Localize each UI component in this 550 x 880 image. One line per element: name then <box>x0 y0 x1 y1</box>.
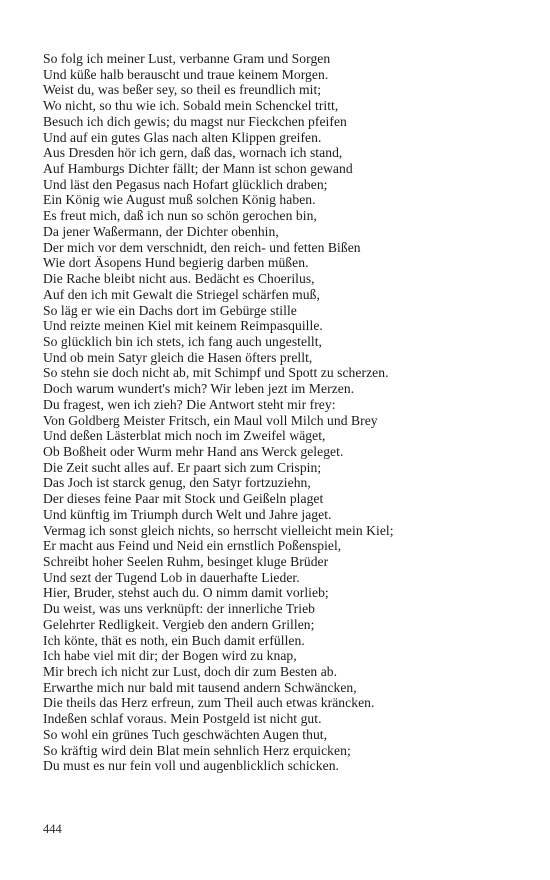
poem-line: Er macht aus Feind und Neid ein ernstlich Poßenspiel, <box>43 538 342 554</box>
poem-line: Und küße halb berauscht und traue keinem Morgen. <box>43 66 329 82</box>
poem-line: Du weist, was uns verknüpft: der innerliche Trieb <box>43 601 316 617</box>
poem-line: Die Rache bleibt nicht aus. Bedächt es Choerilus, <box>43 271 315 287</box>
poem-line: Der dieses feine Paar mit Stock und Geißeln plaget <box>43 491 324 507</box>
poem-line: Und läst den Pegasus nach Hofart glücklich draben; <box>43 176 328 192</box>
poem-line: So läg er wie ein Dachs dort im Gebürge stille <box>43 302 297 318</box>
poem-line: Wie dort Äsopens Hund begierig darben müßen. <box>43 255 309 271</box>
poem-line: Und sezt der Tugend Lob in dauerhafte Lieder. <box>43 569 300 585</box>
poem-text <box>43 51 513 774</box>
poem-line: So glücklich bin ich stets, ich fang auch ungestellt, <box>43 333 322 349</box>
poem-line: Gelehrter Redligkeit. Vergieb den andern Grillen; <box>43 616 315 632</box>
poem-line: Von Goldberg Meister Fritsch, ein Maul voll Milch und Brey <box>43 412 378 428</box>
poem-line: Ein König wie August muß solchen König haben. <box>43 192 316 208</box>
page-number: 444 <box>43 822 62 836</box>
poem-line: Die Zeit sucht alles auf. Er paart sich zum Crispin; <box>43 459 322 475</box>
poem-line: Besuch ich dich gewis; du magst nur Fieckchen pfeifen <box>43 113 347 129</box>
poem-line: Ob Boßheit oder Wurm mehr Hand ans Werck geleget. <box>43 443 344 459</box>
poem-line: Du fragest, wen ich zieh? Die Antwort steht mir frey: <box>43 396 336 412</box>
poem-line: Doch warum wundert's mich? Wir leben jezt im Merzen. <box>43 381 355 397</box>
poem-line: Hier, Bruder, stehst auch du. O nimm damit vorlieb; <box>43 585 329 601</box>
poem-line: So folg ich meiner Lust, verbanne Gram und Sorgen <box>43 51 331 66</box>
poem-line: Erwarthe mich nur bald mit tausend andern Schwäncken, <box>43 679 357 695</box>
poem-line: Du must es nur fein voll und augenblicklich schicken. <box>43 758 339 774</box>
poem-line: Mir brech ich nicht zur Lust, doch dir zum Besten ab. <box>43 664 338 680</box>
poem-line: Der mich vor dem verschnidt, den reich- und fetten Bißen <box>43 239 361 255</box>
poem-line: Aus Dresden hör ich gern, daß das, wornach ich stand, <box>43 145 343 161</box>
poem-line: Die theils das Herz erfreun, zum Theil auch etwas kräncken. <box>43 695 375 711</box>
poem-line: Indeßen schlaf voraus. Mein Postgeld ist nicht gut. <box>43 711 322 727</box>
poem-line: Ich könte, thät es noth, ein Buch damit erfüllen. <box>43 632 305 648</box>
poem-line: Das Joch ist starck genug, den Satyr fortzuziehn, <box>43 475 311 491</box>
poem-line: Da jener Waßermann, der Dichter obenhin, <box>43 223 279 239</box>
poem-line: Auf den ich mit Gewalt die Striegel schärfen muß, <box>43 286 320 302</box>
poem-line: Auf Hamburgs Dichter fällt; der Mann ist schon gewand <box>43 161 353 177</box>
poem-line: So kräftig wird dein Blat mein sehnlich Herz erquicken; <box>43 742 351 758</box>
poem-line: Und reizte meinen Kiel mit keinem Reimpasquille. <box>43 318 323 334</box>
poem-line: Wo nicht, so thu wie ich. Sobald mein Schenckel tritt, <box>43 98 339 114</box>
poem-line: Und künftig im Triumph durch Welt und Jahre jaget. <box>43 506 332 522</box>
poem-line: Und ob mein Satyr gleich die Hasen öfters prellt, <box>43 349 313 365</box>
poem-line: So stehn sie doch nicht ab, mit Schimpf und Spott zu scherzen. <box>43 365 389 381</box>
poem-line: Und deßen Lästerblat mich noch im Zweifel wäget, <box>43 428 326 444</box>
poem-line: So wohl ein grünes Tuch geschwächten Augen thut, <box>43 726 328 742</box>
poem-line: Ich habe viel mit dir; der Bogen wird zu knap, <box>43 648 297 664</box>
poem-line: Weist du, was beßer sey, so theil es freundlich mit; <box>43 82 322 98</box>
poem-line: Und auf ein gutes Glas nach alten Klippen greifen. <box>43 129 322 145</box>
poem-line: Es freut mich, daß ich nun so schön gerochen bin, <box>43 208 317 224</box>
poem-line: Schreibt hoher Seelen Ruhm, besinget kluge Brüder <box>43 554 329 569</box>
poem-line: Vermag ich sonst gleich nichts, so herrscht vielleicht mein Kiel; <box>43 522 394 538</box>
